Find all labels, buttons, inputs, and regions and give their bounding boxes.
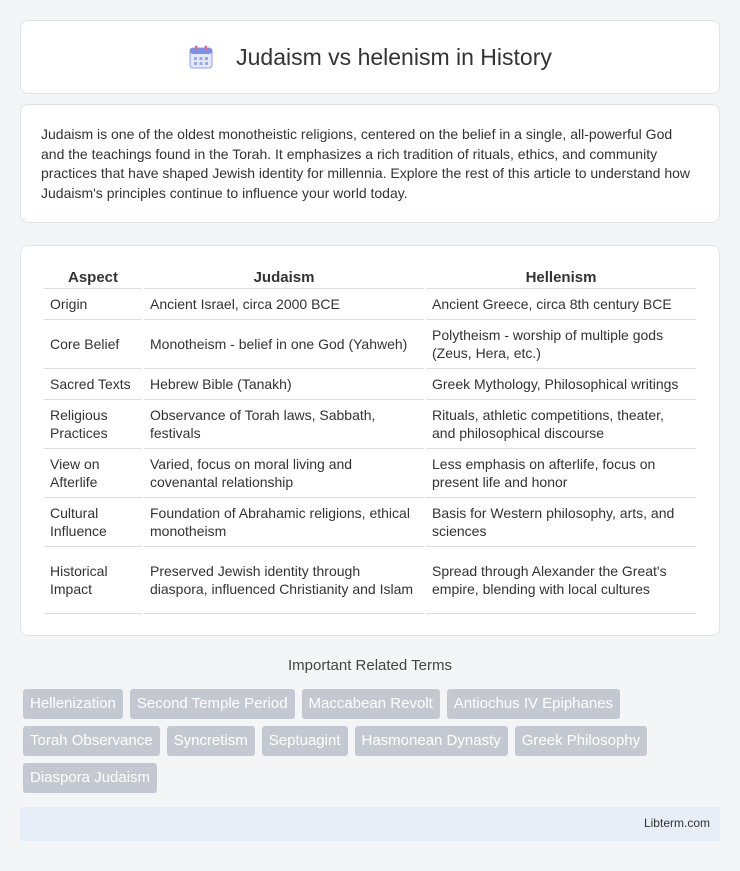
table-row bbox=[44, 498, 696, 547]
table-cell: Historical Impact bbox=[44, 547, 142, 614]
related-terms-title: Important Related Terms bbox=[288, 657, 452, 674]
term-tag[interactable]: Hasmonean Dynasty bbox=[355, 726, 508, 756]
table-cell: Ancient Israel, circa 2000 BCE bbox=[144, 289, 424, 320]
footer-link[interactable]: Libterm.com bbox=[643, 816, 710, 830]
intro-text: Judaism is one of the oldest monotheistic religions, centered on the belief in a single, all-powerful God and the teachings found in the Torah. It emphasizes a rich tradition of rituals, ethics, and community practices that have shaped Jewish identity for millennia. Explore the rest of this article to understand how Judaism's principles continue to influence your world today. bbox=[41, 126, 691, 201]
term-tag[interactable]: Hellenization bbox=[23, 689, 123, 719]
footer bbox=[20, 807, 720, 841]
table-cell: Ancient Greece, circa 8th century BCE bbox=[426, 289, 696, 320]
term-tag[interactable]: Antiochus IV Epiphanes bbox=[447, 689, 620, 719]
table-cell: Spread through Alexander the Great's empire, blending with local cultures bbox=[426, 547, 696, 614]
table-cell: Foundation of Abrahamic religions, ethical monotheism bbox=[144, 498, 424, 547]
term-tag[interactable]: Diaspora Judaism bbox=[23, 763, 157, 793]
term-tag[interactable]: Maccabean Revolt bbox=[302, 689, 440, 719]
table-row bbox=[44, 400, 696, 449]
table-cell: Sacred Texts bbox=[44, 369, 142, 400]
table-cell: Cultural Influence bbox=[44, 498, 142, 547]
column-header: Aspect bbox=[44, 266, 142, 289]
intro-card bbox=[20, 104, 720, 223]
table-cell: Observance of Torah laws, Sabbath, festivals bbox=[144, 400, 424, 449]
table-cell: Rituals, athletic competitions, theater, and philosophical discourse bbox=[426, 400, 696, 449]
table-row bbox=[44, 449, 696, 498]
table-row bbox=[44, 289, 696, 320]
table-cell: Less emphasis on afterlife, focus on present life and honor bbox=[426, 449, 696, 498]
calendar-icon bbox=[188, 44, 214, 70]
page-title: Judaism vs helenism in History bbox=[236, 43, 552, 70]
table-row bbox=[44, 547, 696, 614]
table-cell: View on Afterlife bbox=[44, 449, 142, 498]
term-tag[interactable]: Septuagint bbox=[262, 726, 348, 756]
header-card bbox=[20, 20, 720, 94]
table-row bbox=[44, 320, 696, 369]
column-header: Judaism bbox=[144, 266, 424, 289]
table-cell: Origin bbox=[44, 289, 142, 320]
term-tag[interactable]: Torah Observance bbox=[23, 726, 160, 756]
table-header-row bbox=[44, 266, 696, 289]
related-terms-list bbox=[23, 689, 703, 793]
table-cell: Polytheism - worship of multiple gods (Zeus, Hera, etc.) bbox=[426, 320, 696, 369]
table-cell: Preserved Jewish identity through diaspora, influenced Christianity and Islam bbox=[144, 547, 424, 614]
comparison-table bbox=[42, 266, 698, 614]
column-header: Hellenism bbox=[426, 266, 696, 289]
term-tag[interactable]: Greek Philosophy bbox=[515, 726, 647, 756]
table-cell: Hebrew Bible (Tanakh) bbox=[144, 369, 424, 400]
table-cell: Religious Practices bbox=[44, 400, 142, 449]
table-cell: Basis for Western philosophy, arts, and sciences bbox=[426, 498, 696, 547]
term-tag[interactable]: Syncretism bbox=[167, 726, 255, 756]
comparison-card bbox=[20, 245, 720, 636]
table-row bbox=[44, 369, 696, 400]
table-cell: Core Belief bbox=[44, 320, 142, 369]
table-cell: Greek Mythology, Philosophical writings bbox=[426, 369, 696, 400]
table-cell: Varied, focus on moral living and covenantal relationship bbox=[144, 449, 424, 498]
term-tag[interactable]: Second Temple Period bbox=[130, 689, 295, 719]
table-cell: Monotheism - belief in one God (Yahweh) bbox=[144, 320, 424, 369]
